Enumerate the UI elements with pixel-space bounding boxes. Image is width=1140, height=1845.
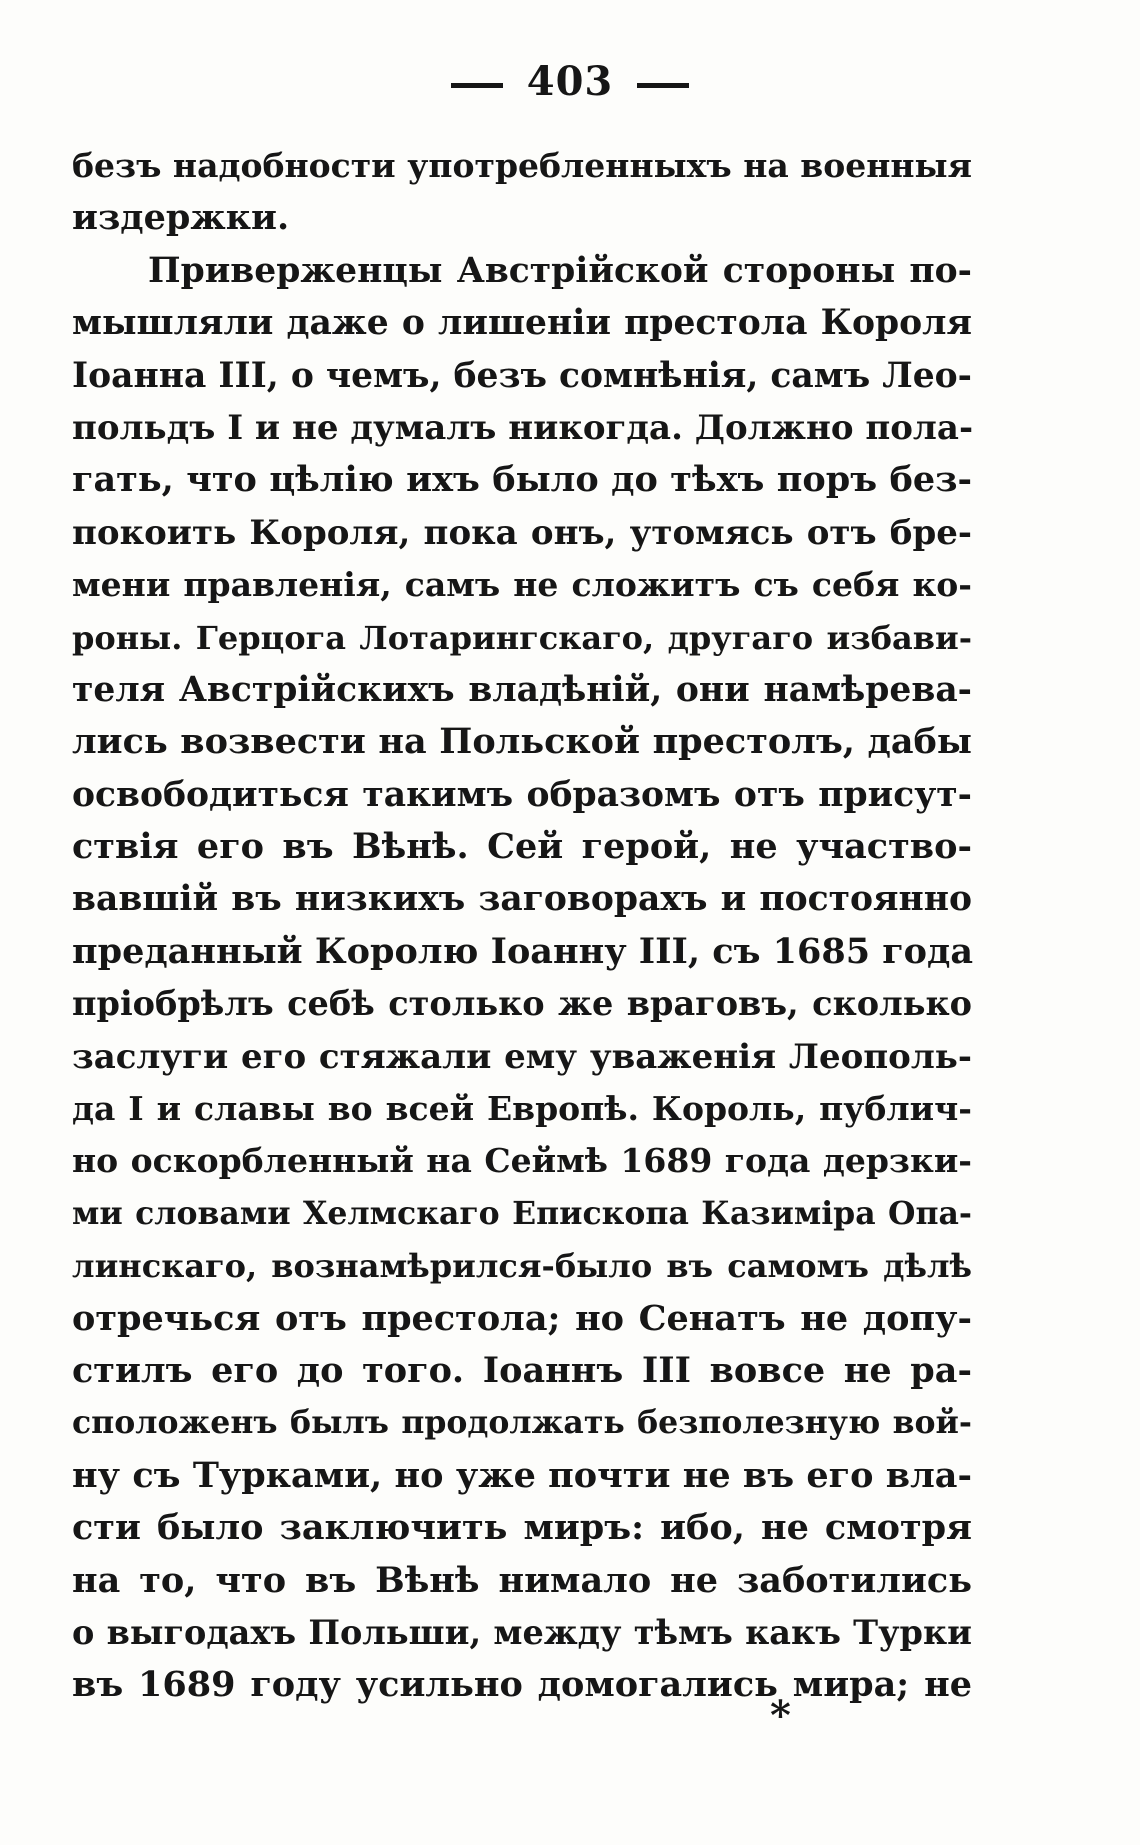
text-line: Іоанна III, о чемъ, безъ сомнѣнія, самъ Лео- <box>72 355 972 396</box>
text-line: ми словами Хелмскаго Епископа Казиміра Опа- <box>72 1194 972 1232</box>
page-header <box>0 58 1140 105</box>
header-right-rule <box>637 83 689 88</box>
text-line: теля Австрійскихъ владѣній, они намѣрева- <box>72 669 972 710</box>
text-line: отречься отъ престола; но Сенатъ не допу- <box>72 1297 972 1339</box>
text-line: освободиться такимъ образомъ отъ присут- <box>72 774 972 815</box>
text-line: о выгодахъ Польши, между тѣмъ какъ Турки <box>72 1612 972 1652</box>
text-line: вавшій въ низкихъ заговорахъ и постоянно <box>72 879 972 920</box>
page-body <box>72 140 972 1712</box>
page-number: 403 <box>526 58 614 105</box>
text-line: польдъ I и не думалъ никогда. Должно пола- <box>72 407 974 448</box>
text-line: ну съ Турками, но уже почти не въ его вла- <box>72 1454 972 1496</box>
text-line: лись возвести на Польской престолъ, дабы <box>72 721 972 763</box>
text-line: стилъ его до того. Іоаннъ III вовсе не ра- <box>72 1349 972 1391</box>
text-line: въ 1689 году усильно домогались мира; не <box>72 1664 972 1706</box>
text-line: мени правленія, самъ не сложитъ съ себя ко- <box>72 565 972 605</box>
text-line: безъ надобности употребленныхъ на военныя <box>72 146 972 185</box>
header-left-rule <box>451 83 503 88</box>
text-line: сположенъ былъ продолжать безполезную вой- <box>72 1404 972 1442</box>
text-line: издержки. <box>72 197 290 239</box>
text-line: ствія его въ Вѣнѣ. Сей герой, не участво- <box>72 826 972 868</box>
text-line: да I и славы во всей Европѣ. Король, публич- <box>72 1089 972 1129</box>
text-line: пріобрѣлъ себѣ столько же враговъ, сколько <box>72 984 972 1024</box>
text-line: сти было заключить миръ: ибо, не смотря <box>72 1507 972 1549</box>
text-line: заслуги его стяжали ему уваженія Леополь- <box>72 1036 972 1077</box>
text-line: Приверженцы Австрійской стороны по- <box>148 250 972 291</box>
text-line: мышляли даже о лишеніи престола Короля <box>72 303 972 344</box>
text-line: гать, что цѣлію ихъ было до тѣхъ поръ без- <box>72 459 972 501</box>
text-line: роны. Герцога Лотарингскаго, другаго избави- <box>72 618 972 657</box>
text-line: преданный Королю Іоанну III, съ 1685 года <box>72 930 974 972</box>
text-line: линскаго, вознамѣрился-было въ самомъ дѣлѣ <box>72 1247 972 1286</box>
text-line: покоить Короля, пока онъ, утомясь отъ бре- <box>72 512 972 553</box>
signature-mark: * <box>770 1692 791 1739</box>
text-line: на то, что въ Вѣнѣ нимало не заботились <box>72 1559 972 1601</box>
text-line: но оскорбленный на Сеймѣ 1689 года дерзки- <box>72 1141 972 1181</box>
